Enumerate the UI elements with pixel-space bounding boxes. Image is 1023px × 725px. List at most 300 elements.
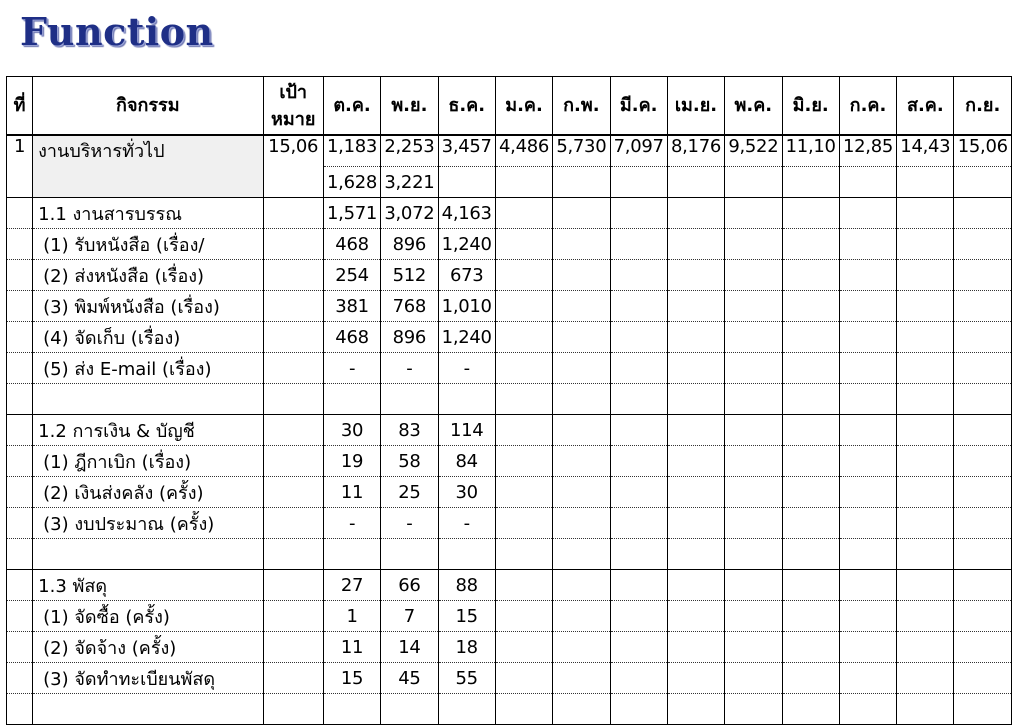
cell-no xyxy=(7,663,33,694)
cell-target xyxy=(263,694,323,725)
cell-month-value xyxy=(667,694,724,725)
table-row xyxy=(7,663,1012,694)
cell-activity: (1) จัดซื้อ (ครั้ง) xyxy=(33,601,263,632)
cell-target xyxy=(263,508,323,539)
cell-month-value: 18 xyxy=(438,632,495,663)
cell-month-value xyxy=(610,663,667,694)
cell-month-value xyxy=(553,415,610,446)
cell-month-value xyxy=(725,694,782,725)
cell-month-value xyxy=(782,570,839,601)
cell-no xyxy=(7,353,33,384)
cell-month-value xyxy=(725,508,782,539)
cell-month-value: 19 xyxy=(323,446,380,477)
cell-month-value: 27 xyxy=(323,570,380,601)
cell-month-value xyxy=(495,632,552,663)
header-row xyxy=(7,77,1012,136)
cell-target xyxy=(263,570,323,601)
cell-no xyxy=(7,229,33,260)
cell-month-value xyxy=(725,415,782,446)
cell-month-value xyxy=(495,229,552,260)
cell-month-value xyxy=(495,694,552,725)
cell-activity: (2) เงินส่งคลัง (ครั้ง) xyxy=(33,477,263,508)
header-month: มิ.ย. xyxy=(782,77,839,136)
cell-month-value xyxy=(610,601,667,632)
cell-month-value xyxy=(667,384,724,415)
table-header xyxy=(7,77,1012,136)
cell-month-value xyxy=(667,508,724,539)
cell-month-value xyxy=(839,167,896,198)
cell-activity: (3) จัดทำทะเบียนพัสดุ xyxy=(33,663,263,694)
cell-month-value xyxy=(954,291,1012,322)
cell-month-value: 30 xyxy=(438,477,495,508)
cell-month-value: 15,06 xyxy=(954,135,1012,167)
cell-target xyxy=(263,477,323,508)
cell-month-value xyxy=(954,322,1012,353)
cell-month-value xyxy=(725,167,782,198)
cell-month-value: 11,10 xyxy=(782,135,839,167)
cell-month-value xyxy=(667,167,724,198)
cell-month-value xyxy=(438,384,495,415)
cell-month-value xyxy=(897,353,954,384)
cell-month-value: 468 xyxy=(323,322,380,353)
cell-month-value xyxy=(323,694,380,725)
cell-month-value xyxy=(839,260,896,291)
cell-month-value xyxy=(438,539,495,570)
cell-month-value: 11 xyxy=(323,632,380,663)
cell-month-value xyxy=(438,167,495,198)
cell-target xyxy=(263,384,323,415)
cell-month-value xyxy=(954,260,1012,291)
cell-month-value xyxy=(495,601,552,632)
page-title: Function xyxy=(20,9,214,54)
cell-month-value xyxy=(782,477,839,508)
cell-month-value xyxy=(438,694,495,725)
table-row xyxy=(7,446,1012,477)
cell-month-value xyxy=(381,539,438,570)
cell-month-value xyxy=(495,167,552,198)
cell-month-value xyxy=(954,477,1012,508)
cell-month-value xyxy=(725,632,782,663)
cell-month-value xyxy=(839,539,896,570)
cell-month-value xyxy=(495,570,552,601)
cell-month-value xyxy=(610,353,667,384)
table-row xyxy=(7,632,1012,663)
cell-month-value: 1,240 xyxy=(438,229,495,260)
cell-month-value xyxy=(839,663,896,694)
cell-target xyxy=(263,663,323,694)
cell-no xyxy=(7,167,33,198)
cell-no xyxy=(7,694,33,725)
cell-month-value: 1,010 xyxy=(438,291,495,322)
cell-month-value xyxy=(897,229,954,260)
cell-activity xyxy=(33,384,263,415)
cell-month-value xyxy=(954,446,1012,477)
cell-month-value xyxy=(553,663,610,694)
cell-month-value xyxy=(495,663,552,694)
cell-no xyxy=(7,384,33,415)
cell-month-value xyxy=(725,477,782,508)
cell-month-value: 45 xyxy=(381,663,438,694)
cell-month-value xyxy=(839,384,896,415)
table-row xyxy=(7,539,1012,570)
cell-month-value xyxy=(782,508,839,539)
cell-month-value: 55 xyxy=(438,663,495,694)
cell-no xyxy=(7,260,33,291)
cell-month-value xyxy=(782,663,839,694)
cell-month-value xyxy=(667,415,724,446)
cell-target xyxy=(263,291,323,322)
cell-month-value xyxy=(553,260,610,291)
cell-month-value xyxy=(897,694,954,725)
header-month: ธ.ค. xyxy=(438,77,495,136)
cell-month-value: - xyxy=(381,353,438,384)
cell-month-value xyxy=(323,384,380,415)
cell-month-value xyxy=(782,353,839,384)
cell-month-value xyxy=(725,229,782,260)
cell-month-value xyxy=(553,353,610,384)
cell-month-value: 3,072 xyxy=(381,198,438,229)
cell-month-value xyxy=(667,322,724,353)
cell-month-value xyxy=(725,291,782,322)
cell-month-value xyxy=(667,539,724,570)
cell-month-value: 768 xyxy=(381,291,438,322)
cell-month-value xyxy=(553,384,610,415)
table-row xyxy=(7,508,1012,539)
cell-month-value xyxy=(897,508,954,539)
header-no: ที่ xyxy=(7,77,33,136)
cell-month-value xyxy=(610,446,667,477)
cell-no xyxy=(7,291,33,322)
cell-month-value xyxy=(495,415,552,446)
cell-month-value xyxy=(610,694,667,725)
cell-month-value: 83 xyxy=(381,415,438,446)
cell-month-value xyxy=(553,570,610,601)
cell-no xyxy=(7,322,33,353)
cell-activity xyxy=(33,539,263,570)
cell-month-value xyxy=(954,167,1012,198)
cell-no xyxy=(7,539,33,570)
cell-month-value xyxy=(954,601,1012,632)
cell-month-value xyxy=(954,632,1012,663)
cell-month-value: 14,43 xyxy=(897,135,954,167)
cell-month-value: 30 xyxy=(323,415,380,446)
cell-target xyxy=(263,322,323,353)
cell-month-value xyxy=(897,384,954,415)
cell-month-value: 14 xyxy=(381,632,438,663)
cell-month-value xyxy=(553,229,610,260)
header-activity: กิจกรรม xyxy=(33,77,263,136)
cell-month-value xyxy=(495,477,552,508)
cell-month-value: 9,522 xyxy=(725,135,782,167)
cell-month-value xyxy=(782,415,839,446)
cell-activity: (2) ส่งหนังสือ (เรื่อง) xyxy=(33,260,263,291)
cell-month-value: - xyxy=(381,508,438,539)
cell-month-value xyxy=(495,322,552,353)
cell-month-value: 1,240 xyxy=(438,322,495,353)
cell-month-value xyxy=(553,632,610,663)
cell-month-value xyxy=(897,570,954,601)
cell-month-value: 15 xyxy=(323,663,380,694)
cell-activity: 1.1 งานสารบรรณ xyxy=(33,198,263,229)
header-month: ส.ค. xyxy=(897,77,954,136)
table-body xyxy=(7,135,1012,725)
cell-month-value xyxy=(954,663,1012,694)
cell-month-value xyxy=(839,322,896,353)
cell-activity: (3) พิมพ์หนังสือ (เรื่อง) xyxy=(33,291,263,322)
cell-month-value: - xyxy=(323,508,380,539)
cell-month-value: 25 xyxy=(381,477,438,508)
cell-month-value xyxy=(782,322,839,353)
cell-month-value xyxy=(667,570,724,601)
cell-month-value: - xyxy=(438,508,495,539)
cell-target xyxy=(263,353,323,384)
cell-month-value xyxy=(667,477,724,508)
cell-target xyxy=(263,415,323,446)
cell-month-value: 66 xyxy=(381,570,438,601)
cell-month-value xyxy=(553,446,610,477)
header-month: พ.ค. xyxy=(725,77,782,136)
cell-month-value xyxy=(667,260,724,291)
cell-month-value xyxy=(897,539,954,570)
cell-month-value xyxy=(553,167,610,198)
header-month: ก.ย. xyxy=(954,77,1012,136)
cell-month-value xyxy=(610,260,667,291)
cell-month-value xyxy=(667,601,724,632)
cell-no xyxy=(7,446,33,477)
cell-month-value xyxy=(667,198,724,229)
cell-month-value: 468 xyxy=(323,229,380,260)
cell-month-value: 4,163 xyxy=(438,198,495,229)
cell-target xyxy=(263,229,323,260)
header-month: เม.ย. xyxy=(667,77,724,136)
cell-month-value xyxy=(725,322,782,353)
cell-month-value xyxy=(954,508,1012,539)
cell-month-value xyxy=(553,291,610,322)
cell-activity: (3) งบประมาณ (ครั้ง) xyxy=(33,508,263,539)
cell-month-value: 673 xyxy=(438,260,495,291)
cell-month-value: - xyxy=(438,353,495,384)
cell-month-value: 4,486 xyxy=(495,135,552,167)
cell-month-value xyxy=(954,694,1012,725)
cell-month-value xyxy=(782,539,839,570)
cell-activity xyxy=(33,167,263,198)
cell-month-value xyxy=(610,198,667,229)
cell-month-value xyxy=(667,663,724,694)
cell-month-value xyxy=(553,322,610,353)
cell-month-value xyxy=(725,198,782,229)
cell-month-value xyxy=(495,508,552,539)
header-month: มี.ค. xyxy=(610,77,667,136)
cell-month-value: 1,628 xyxy=(323,167,380,198)
cell-month-value xyxy=(381,694,438,725)
cell-no xyxy=(7,632,33,663)
cell-month-value: 381 xyxy=(323,291,380,322)
cell-month-value xyxy=(610,291,667,322)
cell-month-value xyxy=(839,229,896,260)
cell-month-value xyxy=(897,477,954,508)
cell-month-value xyxy=(782,384,839,415)
cell-target: 15,06 xyxy=(263,135,323,167)
table-row xyxy=(7,167,1012,198)
cell-month-value xyxy=(954,415,1012,446)
header-target: เป้าหมาย xyxy=(263,77,323,136)
cell-target xyxy=(263,539,323,570)
cell-month-value xyxy=(782,167,839,198)
cell-month-value: 114 xyxy=(438,415,495,446)
cell-no: 1 xyxy=(7,135,33,167)
cell-month-value xyxy=(495,446,552,477)
cell-no xyxy=(7,601,33,632)
cell-month-value: 5,730 xyxy=(553,135,610,167)
cell-month-value: 11 xyxy=(323,477,380,508)
cell-month-value xyxy=(839,198,896,229)
cell-month-value: 15 xyxy=(438,601,495,632)
cell-month-value xyxy=(897,415,954,446)
cell-target xyxy=(263,632,323,663)
cell-month-value xyxy=(954,198,1012,229)
cell-month-value xyxy=(495,198,552,229)
cell-month-value xyxy=(954,229,1012,260)
cell-month-value: 896 xyxy=(381,322,438,353)
cell-month-value xyxy=(610,570,667,601)
cell-target xyxy=(263,198,323,229)
cell-month-value xyxy=(954,353,1012,384)
cell-month-value xyxy=(610,322,667,353)
cell-month-value xyxy=(897,663,954,694)
table-row xyxy=(7,229,1012,260)
table-row xyxy=(7,291,1012,322)
cell-month-value xyxy=(782,229,839,260)
cell-month-value: - xyxy=(323,353,380,384)
cell-month-value xyxy=(954,384,1012,415)
cell-month-value: 512 xyxy=(381,260,438,291)
cell-month-value: 1,183 xyxy=(323,135,380,167)
cell-month-value xyxy=(495,353,552,384)
cell-month-value: 7 xyxy=(381,601,438,632)
cell-month-value xyxy=(839,446,896,477)
cell-month-value xyxy=(553,198,610,229)
cell-activity: (1) ฎีกาเบิก (เรื่อง) xyxy=(33,446,263,477)
cell-activity xyxy=(33,694,263,725)
cell-month-value xyxy=(782,694,839,725)
cell-month-value xyxy=(610,477,667,508)
table-row xyxy=(7,694,1012,725)
activity-table xyxy=(6,76,1012,725)
cell-month-value xyxy=(553,477,610,508)
table-row xyxy=(7,135,1012,167)
cell-activity: (2) จัดจ้าง (ครั้ง) xyxy=(33,632,263,663)
cell-month-value xyxy=(839,632,896,663)
cell-month-value xyxy=(839,477,896,508)
cell-month-value xyxy=(610,632,667,663)
cell-month-value xyxy=(897,601,954,632)
cell-target xyxy=(263,601,323,632)
cell-month-value xyxy=(839,694,896,725)
cell-month-value xyxy=(839,291,896,322)
cell-month-value xyxy=(610,167,667,198)
cell-month-value xyxy=(725,353,782,384)
cell-month-value: 896 xyxy=(381,229,438,260)
cell-month-value: 2,253 xyxy=(381,135,438,167)
cell-month-value xyxy=(725,601,782,632)
cell-month-value xyxy=(725,384,782,415)
cell-month-value xyxy=(839,415,896,446)
table-row xyxy=(7,322,1012,353)
header-month: ต.ค. xyxy=(323,77,380,136)
cell-month-value: 84 xyxy=(438,446,495,477)
cell-month-value: 1,571 xyxy=(323,198,380,229)
cell-month-value xyxy=(782,291,839,322)
cell-month-value xyxy=(954,570,1012,601)
cell-no xyxy=(7,570,33,601)
cell-month-value: 88 xyxy=(438,570,495,601)
cell-target xyxy=(263,167,323,198)
cell-activity: (5) ส่ง E-mail (เรื่อง) xyxy=(33,353,263,384)
cell-month-value xyxy=(897,291,954,322)
cell-month-value xyxy=(897,446,954,477)
cell-month-value xyxy=(495,260,552,291)
cell-month-value xyxy=(610,384,667,415)
cell-activity: (1) รับหนังสือ (เรื่อง/ xyxy=(33,229,263,260)
table-row xyxy=(7,384,1012,415)
cell-month-value xyxy=(725,539,782,570)
cell-month-value xyxy=(782,632,839,663)
cell-target xyxy=(263,446,323,477)
table-row xyxy=(7,601,1012,632)
cell-month-value xyxy=(725,260,782,291)
cell-month-value xyxy=(782,260,839,291)
cell-month-value xyxy=(839,508,896,539)
cell-month-value: 254 xyxy=(323,260,380,291)
cell-month-value xyxy=(553,539,610,570)
cell-activity: งานบริหารทั่วไป xyxy=(33,135,263,167)
cell-month-value xyxy=(610,229,667,260)
cell-month-value xyxy=(897,322,954,353)
cell-month-value xyxy=(897,198,954,229)
table-row xyxy=(7,260,1012,291)
cell-month-value xyxy=(839,601,896,632)
cell-month-value xyxy=(495,539,552,570)
cell-month-value xyxy=(897,167,954,198)
cell-month-value: 3,457 xyxy=(438,135,495,167)
cell-activity: (4) จัดเก็บ (เรื่อง) xyxy=(33,322,263,353)
cell-month-value xyxy=(667,291,724,322)
cell-month-value xyxy=(553,601,610,632)
cell-month-value xyxy=(725,663,782,694)
cell-no xyxy=(7,198,33,229)
cell-target xyxy=(263,260,323,291)
cell-month-value xyxy=(610,508,667,539)
table-row xyxy=(7,415,1012,446)
cell-month-value xyxy=(667,632,724,663)
header-month: พ.ย. xyxy=(381,77,438,136)
header-month: ม.ค. xyxy=(495,77,552,136)
cell-month-value: 1 xyxy=(323,601,380,632)
cell-month-value: 8,176 xyxy=(667,135,724,167)
cell-activity: 1.3 พัสดุ xyxy=(33,570,263,601)
cell-month-value xyxy=(667,446,724,477)
cell-month-value xyxy=(897,632,954,663)
cell-month-value xyxy=(323,539,380,570)
cell-month-value xyxy=(725,446,782,477)
cell-month-value xyxy=(553,694,610,725)
header-month: ก.ค. xyxy=(839,77,896,136)
table-row xyxy=(7,353,1012,384)
cell-month-value xyxy=(610,539,667,570)
cell-month-value xyxy=(667,229,724,260)
cell-month-value xyxy=(667,353,724,384)
cell-activity: 1.2 การเงิน & บัญชี xyxy=(33,415,263,446)
